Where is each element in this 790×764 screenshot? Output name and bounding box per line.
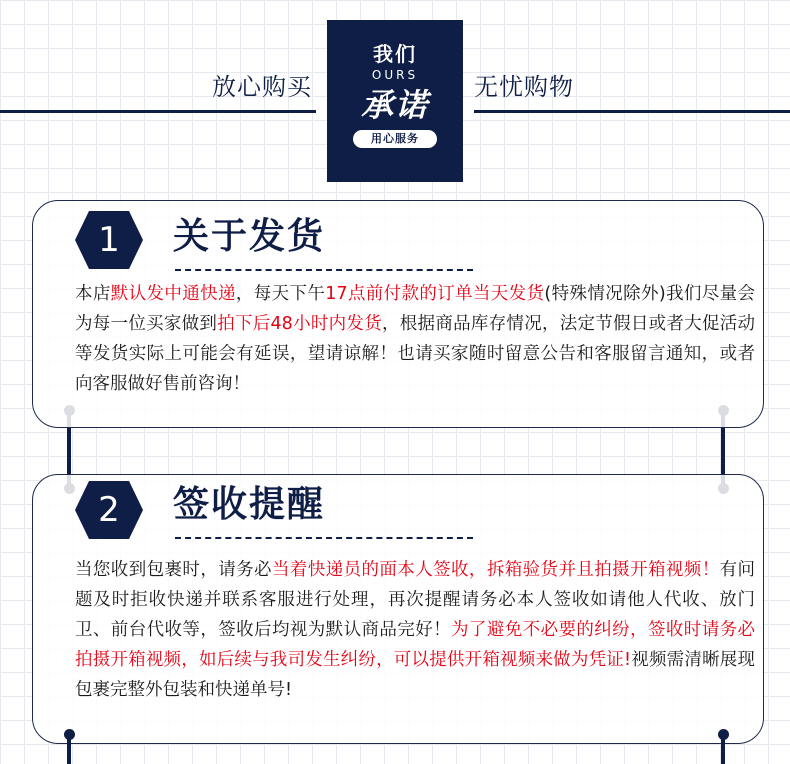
section-title: 签收提醒 xyxy=(173,484,326,525)
section-number-badge xyxy=(75,211,143,269)
title-underline xyxy=(175,269,473,271)
badge-line-2: OURS xyxy=(371,68,419,82)
section-number-badge xyxy=(75,481,143,539)
badge-line-1: 我们 xyxy=(373,42,417,66)
badge-pill: 用心服务 xyxy=(353,130,437,148)
promise-badge xyxy=(327,20,463,182)
section-number: 1 xyxy=(98,220,120,260)
section-card-signing xyxy=(32,474,764,744)
connector-dot xyxy=(718,729,729,740)
body-text-highlight: 为了避免不必要的纠纷，签收时请务必拍摄开箱视频，如后续与我司发生纠纷，可以提供开箱视频来做为凭证! xyxy=(75,620,756,670)
body-text-segment: ，根据商品库存情况，法定节假日或者大促活动等发货实际上可能会有延误，望请谅解！也请买家随时留意公告和客服留言通知，或者向客服做好售前咨询！ xyxy=(75,314,756,394)
section-number: 2 xyxy=(98,490,120,530)
section-card-shipping xyxy=(32,200,764,428)
title-underline xyxy=(175,537,473,539)
section-title: 关于发货 xyxy=(173,216,326,257)
badge-line-3: 承诺 xyxy=(360,86,429,124)
header-divider-right xyxy=(474,110,790,113)
body-text-highlight: 默认发中通快递 xyxy=(110,284,236,304)
body-text-segment: 本店 xyxy=(75,284,111,304)
connector-dot xyxy=(64,729,75,740)
section-body xyxy=(75,555,755,705)
body-text-highlight: 当着快递员的面本人签收，拆箱验货并且拍摄开箱视频！ xyxy=(271,560,720,580)
body-text-segment: 有问题及时拒收快递并联系客服进行处理，再次提醒请务必本人签收如请他人代收、放门卫、前台代收等，签收后均视为默认商品完好！ xyxy=(75,560,756,640)
header-divider-left xyxy=(0,110,316,113)
body-text-segment: 当您收到包裹时，请务必 xyxy=(75,560,272,580)
body-text-highlight: 拍下后48小时内发货 xyxy=(217,314,382,334)
header-right-text: 无忧购物 xyxy=(474,73,574,101)
body-text-highlight: 17点前付款的订单当天发货 xyxy=(325,284,545,304)
section-body xyxy=(75,279,755,399)
header-left-text: 放心购买 xyxy=(212,73,312,101)
body-text-segment: (特殊情况除外)我们尽量会为每一位买家做到 xyxy=(75,284,756,334)
body-text-segment: 视频需清晰展现包裹完整外包装和快递单号! xyxy=(75,650,756,700)
body-text-segment: ，每天下午 xyxy=(235,284,326,304)
